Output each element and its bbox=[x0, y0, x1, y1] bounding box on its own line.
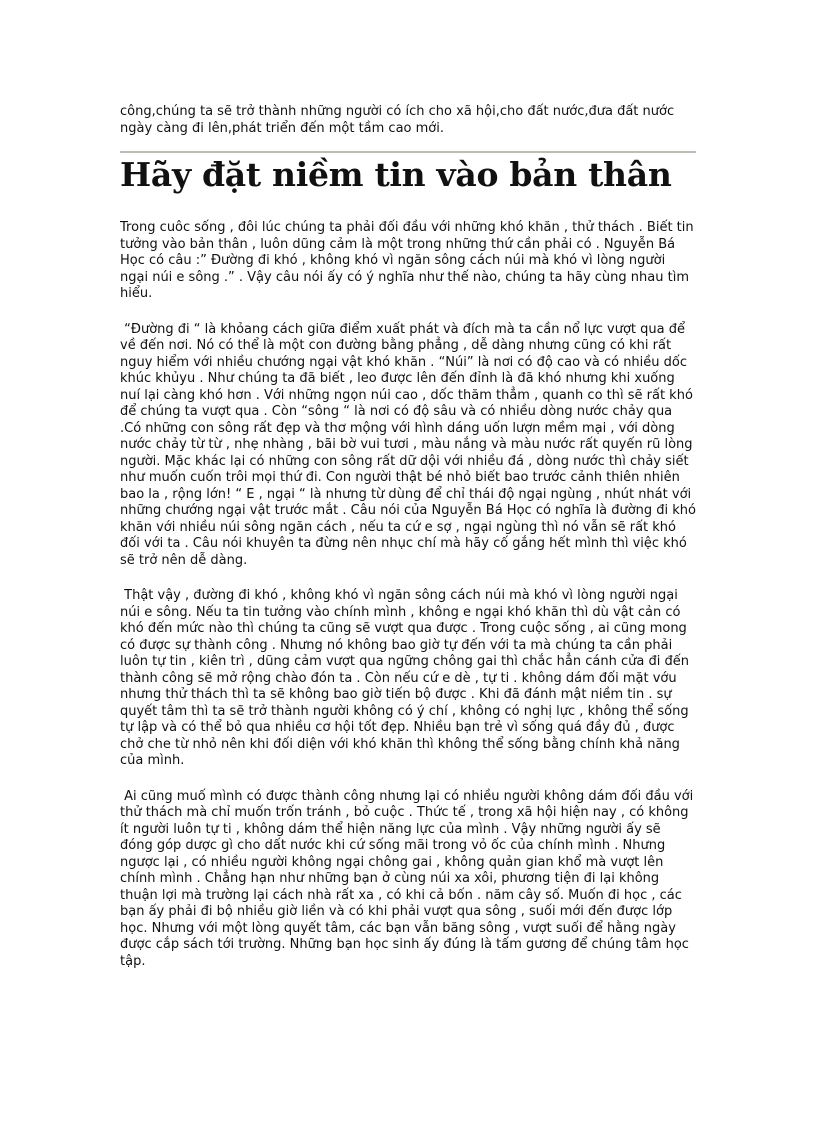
lead-paragraph: công,chúng ta sẽ trở thành những người có ích cho xã hội,cho đất nước,đưa đất nước ngày càng đi lên,phát triển đến một tầm cao mới. bbox=[120, 104, 675, 136]
body-paragraph: “Đường đi “ là khỏang cách giữa điểm xuất phát và đích mà ta cần nổ lực vượt qua để về đến nơi. Nó có thể là một con đường bằng phẳng , dễ dàng nhưng cũng có khi rất nguy hiểm với nhiều chướng ngại vật khó khăn . “Núi” là nơi có độ cao và có nhiều dốc khúc khủyu . Như chúng ta đã biết , leo được lên đến đỉnh là đã khó nhưng khi xuống nuí lại càng khó hơn . Với những ngọn núi cao , dốc thăm thẳm , quanh co thì sẽ rất khó để chúng ta vượt qua . Còn “sông “ là nơi có độ sâu và có nhiều dòng nước chảy qua .Có những con sông rất đẹp và thơ mộng với hình dáng uốn lượn mềm mại , với dòng nước chảy từ từ , nhẹ nhàng , bãi bờ vui tươi , màu nắng và màu nước rất quyến rũ lòng người. Mặc khác lại có những con sông rất dữ dội với nhiều đá , dòng nước thì chảy siết như muốn cuốn trôi mọi thứ đi. Con người thật bé nhỏ biết bao trước cảnh thiên nhiên bao la , rộng lớn! “ E , ngại “ là nhưng từ dùng để chỉ thái độ ngại ngùng , nhút nhát với những chướng ngại vật trước mắt . Câu nói của Nguyễn Bá Học có nghĩa là đường đi khó khăn với nhiều núi sông ngăn cách , nếu ta cứ e sợ , ngại ngùng thì nó vẫn sẽ rất khó đối với ta . Câu nói khuyên ta đừng nên nhục chí mà hãy cố gắng hết mình thì việc khó sẽ trở nên dễ dàng. bbox=[120, 321, 701, 568]
article-body bbox=[120, 220, 701, 989]
body-paragraph: Ai cũng muố mình có được thành công nhưng lại có nhiều người không dám đối đầu với thử thách mà chỉ muốn trốn tránh , bỏ cuộc . Thức tế , trong xã hội hiện nay , có không ít người luôn tự ti , không dám thể hiện năng lực của mình . Vậy những người ấy sẽ đóng góp dược gì cho dất nước khi cứ sống mãi trong vỏ ốc của chính mình . Nhưng ngược lại , có nhiều người không ngại chông gai , không quản gian khổ mà vượt lên chính mình . Chẳng hạn như những bạn ở cùng núi xa xôi, phương tiện đi lại không thuận lợi mà trường lại cách nhà rất xa , có khi cả bốn . năm cây số. Muốn đi học , các bạn ấy phải đi bộ nhiều giờ liền và có khi phải vượt qua sông , suối mới đến được lớp học. Nhưng với một lòng quyết tâm, các bạn vẫn băng sông , vượt suối để hằng ngày được cắp sách tới trường. Những bạn học sinh ấy đúng là tấm gương để chúng tâm học tập. bbox=[120, 788, 698, 969]
body-paragraph: Thật vậy , đường đi khó , không khó vì ngăn sông cách núi mà khó vì lòng người ngại núi e sông. Nếu ta tin tưởng vào chính mình , không e ngại khó khăn thì dù vật cản có khó đến mức nào thì chúng ta cũng sẽ vượt qua được . Trong cuộc sống , ai cũng mong có được sự thành công . Nhưng nó không bao giờ tự đến với ta mà chúng ta cần phải luôn tự tin , kiên trì , dũng cảm vượt qua ngững chông gai thì chắc hẳn cánh cửa đi đến thành công sẽ mở rộng chào đón ta . Còn nếu cứ e dè , tự ti . không dám đối mặt vớu nhưng thử thách thì ta sẽ không bao giờ tiến bộ được . Khi đã đánh mật niềm tin . sự quyết tâm thì ta sẽ trở thành người không có ý chí , không có nghị lực , không thể sống tự lập và có thể bỏ qua nhiều cơ hội tốt đẹp. Nhiều bạn trẻ vì sống quá đầy đủ , được chở che từ nhỏ nên khi đối diện với khó khăn thì không thể sống bằng chính khả năng của mình. bbox=[120, 588, 694, 768]
body-paragraph: Trong cuôc sống , đôi lúc chúng ta phải đối đầu với những khó khăn , thử thách . Biết tin tưởng vào bản thân , luôn dũng cảm là một trong những thứ cần phải có . Nguyễn Bá Học có câu :” Đường đi khó , không khó vì ngăn sông cách núi mà khó vì lòng người ngại núi e sông .” . Vậy câu nói ấy có ý nghĩa như thế nào, chúng ta hãy cùng nhau tìm hiểu. bbox=[120, 220, 698, 301]
article-title: Hãy đặt niềm tin vào bản thân bbox=[120, 155, 672, 194]
